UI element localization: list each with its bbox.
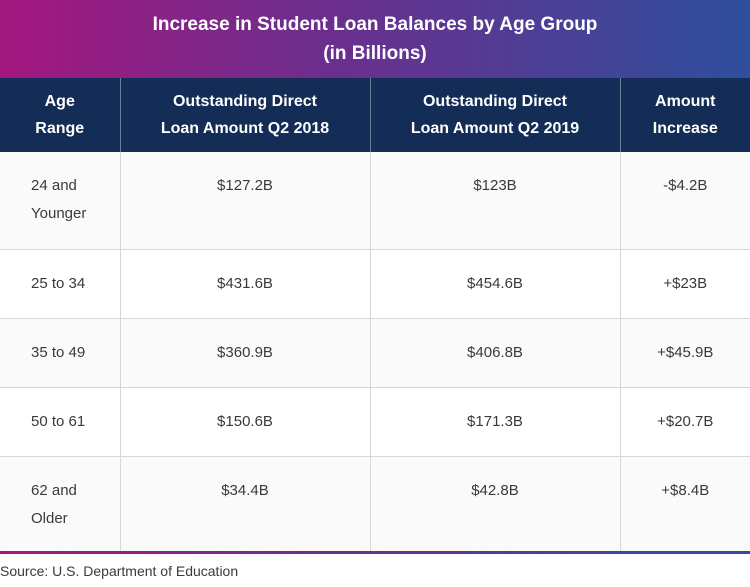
table-row — [0, 456, 750, 552]
increase-cell: +$8.4B — [620, 456, 750, 552]
source-note: Source: U.S. Department of Education — [0, 563, 239, 579]
table-title-line-1: Increase in Student Loan Balances by Age Group — [152, 14, 598, 35]
table-row — [0, 318, 750, 387]
table-title-line-2: (in Billions) — [323, 43, 427, 64]
table-row — [0, 249, 750, 318]
table-row — [0, 387, 750, 456]
age-range-cell: 35 to 49 — [0, 318, 120, 387]
increase-cell: +$45.9B — [620, 318, 750, 387]
q2-2018-cell: $431.6B — [120, 249, 370, 318]
age-range-cell: 62 and Older — [0, 456, 120, 552]
table-title — [0, 0, 750, 78]
header-q2-2019: Outstanding Direct Loan Amount Q2 2019 — [370, 78, 620, 152]
q2-2018-cell: $150.6B — [120, 387, 370, 456]
q2-2019-cell: $42.8B — [370, 456, 620, 552]
increase-cell: +$23B — [620, 249, 750, 318]
q2-2019-cell: $123B — [370, 152, 620, 249]
q2-2018-cell: $34.4B — [120, 456, 370, 552]
header-q2-2018: Outstanding Direct Loan Amount Q2 2018 — [120, 78, 370, 152]
header-age-range: Age Range — [0, 78, 120, 152]
q2-2019-cell: $406.8B — [370, 318, 620, 387]
q2-2018-cell: $360.9B — [120, 318, 370, 387]
q2-2019-cell: $171.3B — [370, 387, 620, 456]
bottom-gradient-rule — [0, 551, 750, 554]
age-range-cell: 50 to 61 — [0, 387, 120, 456]
age-range-cell: 25 to 34 — [0, 249, 120, 318]
table-row — [0, 152, 750, 249]
header-amount-increase: Amount Increase — [620, 78, 750, 152]
increase-cell: +$20.7B — [620, 387, 750, 456]
increase-cell: -$4.2B — [620, 152, 750, 249]
q2-2019-cell: $454.6B — [370, 249, 620, 318]
age-range-cell: 24 and Younger — [0, 152, 120, 249]
header-row — [0, 78, 750, 152]
loan-balance-table — [0, 78, 750, 552]
q2-2018-cell: $127.2B — [120, 152, 370, 249]
